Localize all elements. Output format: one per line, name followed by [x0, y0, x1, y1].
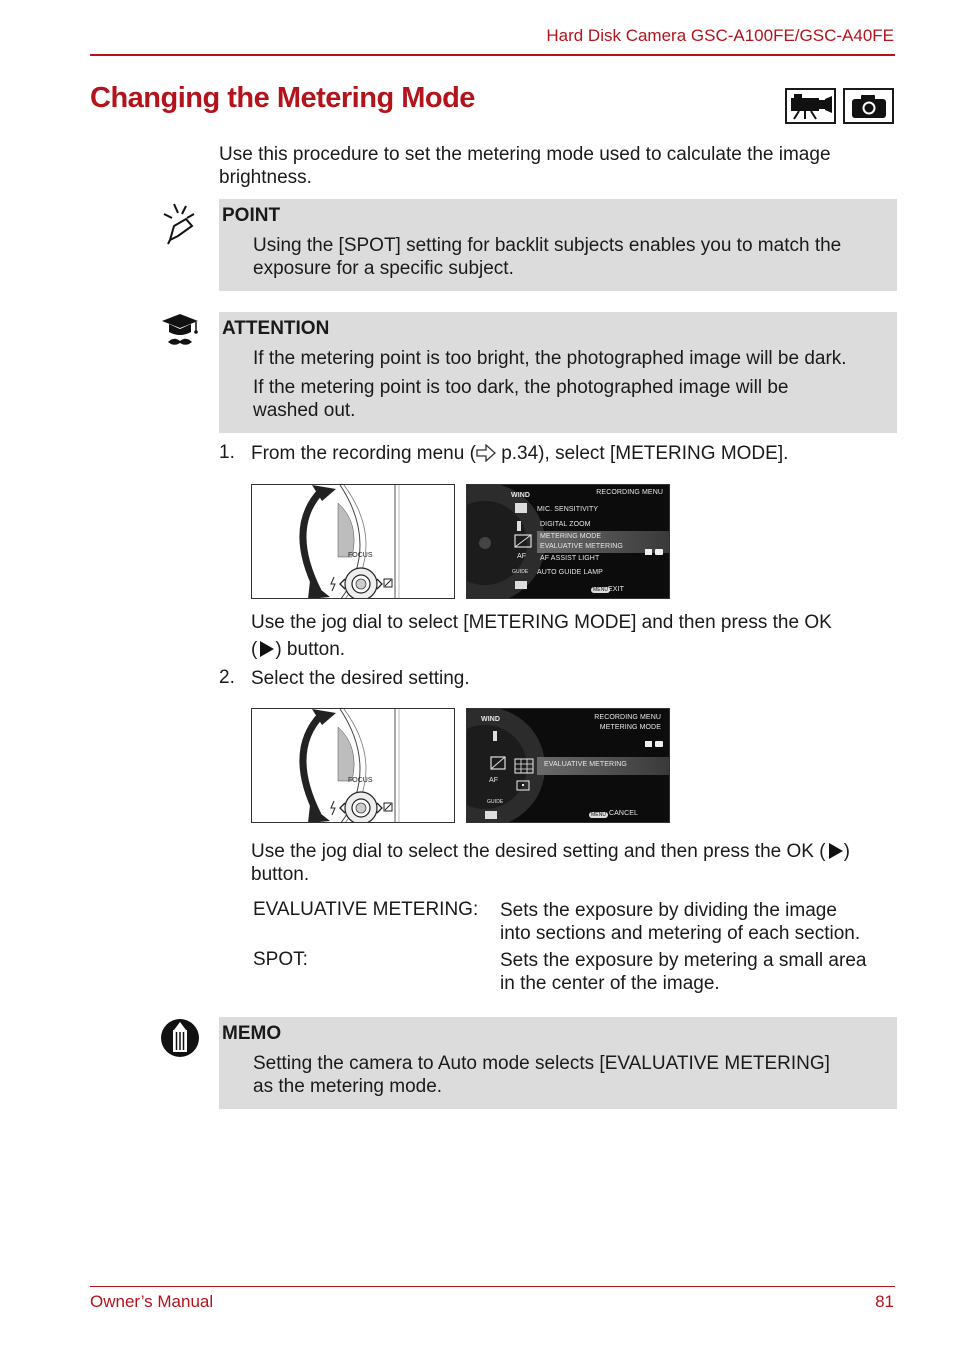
menu-item-auto-guide-lamp: AUTO GUIDE LAMP [537, 569, 603, 576]
focus-label: FOCUS [348, 552, 373, 559]
memo-icon [160, 1018, 200, 1063]
option-evaluative-metering: EVALUATIVE METERING [544, 761, 627, 768]
menu-button-badge: MENU [591, 812, 607, 818]
attention-line-1: If the metering point is too bright, the photographed image will be dark. [253, 348, 847, 369]
page-reference-arrow-icon [476, 443, 496, 470]
side-label-wind: WIND [481, 716, 501, 723]
step-2-instruction-line-1: Use the jog dial to select the desired setting and then press the OK ( ) [251, 838, 850, 868]
point-box [219, 199, 897, 291]
intro-line-1: Use this procedure to set the metering mode used to calculate the image [219, 144, 831, 165]
metering-mode-screen [466, 708, 670, 823]
screen-header-1: RECORDING MENU [594, 714, 661, 721]
definition-desc-evaluative: Sets the exposure by dividing the image into sections and metering of each section. [500, 900, 861, 944]
menu-item-af-assist-light: AF ASSIST LIGHT [540, 555, 600, 562]
exit-label: EXIT [608, 586, 624, 593]
ok-play-icon [257, 639, 275, 666]
attention-line-3: washed out. [253, 400, 356, 421]
step-1-instruction-line-2: ( ) button. [251, 636, 345, 666]
menu-item-evaluative-metering: EVALUATIVE METERING [540, 543, 623, 550]
point-title: POINT [222, 205, 281, 226]
side-label-af: AF [517, 553, 527, 560]
attention-title: ATTENTION [222, 318, 330, 339]
step-1-instruction-line-1: Use the jog dial to select [METERING MODE] and then press the OK [251, 612, 832, 633]
side-label-af: AF [489, 777, 499, 784]
recording-menu-screen-1 [466, 484, 670, 599]
jog-dial-illustration-2 [251, 708, 455, 823]
attention-icon [160, 312, 202, 353]
ok-play-icon [826, 841, 844, 868]
menu-item-mic-sensitivity: MIC. SENSITIVITY [537, 506, 599, 513]
step-1-number: 1. [219, 442, 235, 463]
footer-rule [90, 1286, 895, 1287]
side-label-guide: GUIDE [512, 569, 529, 575]
definition-term-evaluative: EVALUATIVE METERING: [253, 899, 479, 920]
page-number: 81 [875, 1292, 894, 1311]
step-2-instruction-line-2: button. [251, 864, 310, 885]
footer-manual-title: Owner’s Manual [90, 1292, 214, 1311]
memo-box [219, 1017, 897, 1109]
screen-header: RECORDING MENU [596, 489, 663, 496]
side-label-guide: GUIDE [487, 799, 504, 805]
memo-line-1: Setting the camera to Auto mode selects [EVALUATIVE METERING] [253, 1053, 830, 1074]
intro-line-2: brightness. [219, 167, 312, 188]
video-camera-icon [785, 88, 836, 124]
running-header: Hard Disk Camera GSC-A100FE/GSC-A40FE [546, 26, 894, 45]
definition-desc-spot: Sets the exposure by metering a small area in the center of the image. [500, 950, 867, 994]
side-label-wind: WIND [511, 492, 531, 499]
mode-mini-icons [645, 735, 663, 743]
page-title: Changing the Metering Mode [90, 82, 475, 114]
still-camera-icon [843, 88, 894, 124]
mode-mini-icons [645, 543, 663, 551]
definition-term-spot: SPOT: [253, 949, 308, 970]
menu-item-metering-mode: METERING MODE [540, 533, 602, 540]
step-1-text: From the recording menu ( p.34), select [METERING MODE]. [251, 440, 788, 470]
memo-line-2: as the metering mode. [253, 1076, 443, 1097]
header-rule [90, 54, 895, 56]
menu-button-badge: MENU [593, 587, 609, 593]
point-icon [160, 200, 200, 251]
point-line-1: Using the [SPOT] setting for backlit subjects enables you to match the [253, 235, 842, 256]
screen-header-2: METERING MODE [599, 724, 661, 731]
jog-dial-illustration-1 [251, 484, 455, 599]
focus-label: FOCUS [348, 777, 373, 784]
step-2-number: 2. [219, 667, 235, 688]
attention-line-2: If the metering point is too dark, the photographed image will be [253, 377, 789, 398]
memo-title: MEMO [222, 1023, 282, 1044]
step-2-text: Select the desired setting. [251, 668, 470, 689]
attention-box [219, 312, 897, 433]
cancel-label: CANCEL [609, 810, 638, 817]
menu-item-digital-zoom: DIGITAL ZOOM [540, 521, 591, 528]
point-line-2: exposure for a specific subject. [253, 258, 514, 279]
